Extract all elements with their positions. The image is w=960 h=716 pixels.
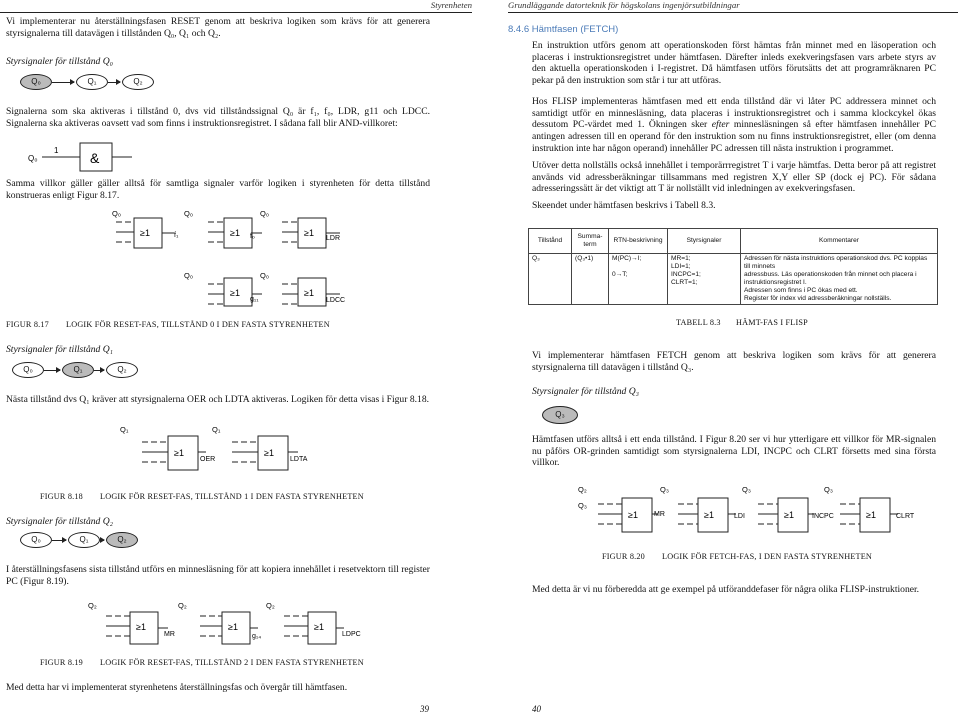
svg-text:Q₃: Q₃	[578, 501, 587, 510]
svg-text:Q₃: Q₃	[660, 485, 669, 494]
section-title-q2: Styrsignaler för tillstånd Q₂	[6, 516, 114, 527]
state-q0: Q₀	[20, 532, 52, 548]
state-arrow	[44, 370, 60, 371]
svg-text:≥1: ≥1	[230, 228, 240, 238]
fetch-paragraph-3: Utöver detta nollställs också innehållet i temporärrregistret T i varje hämtfas. Detta beror på att registret används vid adressberäkningar tillsammans med registren X,Y eller SP (dock ej PC). För sådana adresseringssätt är det viktigt att T är nollställt vid inledningen av exekveringsfasen.	[532, 160, 936, 195]
signal-ldpc: LDPC	[342, 631, 361, 638]
intro-paragraph: Vi implementerar nu återställningsfasen RESET genom att beskriva logiken som krävs för att generera styrsignalerna till datavägen i tillstånden Q₀, Q₁ och Q₂.	[6, 16, 430, 39]
signal-mr: MR	[654, 511, 665, 518]
q0-paragraph-2: Samma villkor gäller gäller alltså för samtliga signaler varför logiken i styrenheten för detta tillstånd konstrueras enligt Figur 8.17.	[6, 178, 430, 201]
svg-text:≥1: ≥1	[136, 622, 146, 632]
state-q1: Q₁	[68, 532, 100, 548]
state-arrow	[108, 82, 120, 83]
figure-8-20	[578, 482, 940, 544]
closing-paragraph-left: Med detta har vi implementerat styrenhetens återställningsfas och övergår till hämtfasen.	[6, 682, 348, 693]
gate-group-ldr	[260, 209, 340, 248]
page-number-right: 40	[532, 704, 541, 714]
section-title-q3: Styrsignaler för tillstånd Q₃	[532, 386, 640, 397]
q0-paragraph: Signalerna som ska aktiveras i tillstånd 0, dvs vid tillståndssignal Q₀ är f₁, f₀, LDR, g11 och LDCC. Signalerna ska aktiveras oavsett vad som finns i instruktionsregistret. I sådana fall blir AND-villkoret:	[6, 106, 430, 129]
gate-group-f0	[184, 209, 262, 248]
column-header: Tillstånd	[529, 229, 572, 254]
svg-text:Q₀: Q₀	[112, 209, 121, 218]
svg-text:≥1: ≥1	[140, 228, 150, 238]
figure-8-17	[112, 206, 372, 308]
right-page	[480, 0, 960, 716]
fetch-paragraph-4: Skeendet under hämtfasen beskrivs i Tabell 8.3.	[532, 200, 716, 211]
column-header: Kommentarer	[741, 229, 938, 254]
running-header-right: Grundläggande datorteknik för högskolans ingenjörsutbildningar	[508, 0, 958, 13]
gate-group-g11	[184, 271, 262, 306]
q2-paragraph: I återställningsfasens sista tillstånd utförs en minnesläsning för att kopiera innehållet i resetvektorn till register PC (Figur 8.19).	[6, 564, 430, 587]
svg-text:Q₀: Q₀	[184, 271, 193, 280]
svg-text:Q₂: Q₂	[266, 601, 275, 610]
state-q2: Q₂	[106, 362, 138, 378]
section-title-q1: Styrsignaler för tillstånd Q₁	[6, 344, 114, 355]
svg-text:Q₀: Q₀	[260, 209, 269, 218]
and-input-value: 1	[54, 146, 59, 155]
signal-ldcc: LDCC	[326, 297, 346, 304]
and-gate-figure	[20, 140, 140, 174]
figure-caption-8-20: FIGUR 8.20 LOGIK FÖR FETCH-FAS, I DEN FASTA STYRENHETEN	[602, 552, 873, 561]
signal-clrt: CLRT	[896, 513, 915, 520]
fetch-paragraph-2: Hos FLISP implementeras hämtfasen med ett enda tillstånd där vi låter PC addressera minnet och samtidigt utför en minnesläsning, data placeras i instruktionsregistret och i samma klockcykel ökas dessutom PC-värdet med 1. Ökningen sker efter minnesläsningen så efter hämtfasen innehåller PC antingen adressen till en operand för den instruktion som nu finns instruktionsregistret, eller (om denna instruktion inte har någon operand) innehåller PC adressen till nästa instruktion i programmet.	[532, 96, 936, 154]
state-q2: Q₂	[122, 74, 154, 90]
state-arrow	[94, 370, 104, 371]
and-input-label: Q₀	[28, 154, 38, 163]
svg-text:Q₀: Q₀	[184, 209, 193, 218]
svg-text:≥1: ≥1	[304, 288, 314, 298]
running-header-left: Styrenheten	[0, 0, 472, 13]
table-cell-rtn: M(PC)→I; 0→T;	[609, 254, 668, 305]
svg-text:Q₃: Q₃	[824, 485, 833, 494]
table-cell-state: Q₃	[529, 254, 572, 305]
and-symbol: &	[90, 150, 100, 166]
state-q0: Q₀	[20, 74, 52, 90]
signal-oer: OER	[200, 456, 216, 463]
signal-incpc: INCPC	[812, 513, 834, 520]
state-arrow	[100, 540, 104, 541]
svg-text:≥1: ≥1	[174, 448, 184, 458]
svg-text:≥1: ≥1	[628, 510, 638, 520]
state-q2: Q₂	[106, 532, 138, 548]
figure-caption-8-19: FIGUR 8.19 LOGIK FÖR RESET-FAS, TILLSTÅND 2 I DEN FASTA STYRENHETEN	[40, 658, 364, 667]
table-caption-8-3: TABELL 8.3 HÄMT-FAS I FLISP	[676, 318, 808, 327]
svg-text:≥1: ≥1	[304, 228, 314, 238]
svg-text:Q₃: Q₃	[742, 485, 751, 494]
state-arrow	[52, 540, 66, 541]
section-heading: 8.4.6 Hämtfasen (FETCH)	[508, 24, 619, 35]
svg-text:Q₂: Q₂	[88, 601, 97, 610]
signal-ldi: LDI	[734, 513, 745, 520]
signal-g14: g₁₄	[252, 633, 262, 640]
svg-text:≥1: ≥1	[704, 510, 714, 520]
table-cell-signals: MR=1; LDI=1; INCPC=1; CLRT=1;	[668, 254, 741, 305]
svg-text:Q₁: Q₁	[212, 425, 221, 434]
closing-paragraph-right: Med detta är vi nu förberedda att ge exempel på utföranddefaser för några olika FLISP-instruktioner.	[532, 584, 920, 595]
table-8-3	[528, 228, 938, 305]
svg-text:Q₂: Q₂	[578, 485, 587, 494]
signal-ldta: LDTA	[290, 456, 308, 463]
figure-8-19	[88, 598, 388, 652]
q3-paragraph: Hämtfasen utförs alltså i ett enda tillstånd. I Figur 8.20 ser vi hur ytterligare ett villkor för MR-signalen nu påförs OR-grinden samtidigt som styrsignalerna LDI, INCPC och CLRT försetts med sina första villkor.	[532, 434, 936, 469]
svg-text:Q₁: Q₁	[120, 425, 129, 434]
state-arrow	[52, 82, 74, 83]
signal-ldr: LDR	[326, 235, 341, 242]
svg-text:≥1: ≥1	[264, 448, 274, 458]
column-header: Summa-term	[572, 229, 609, 254]
column-header: RTN-beskrivning	[609, 229, 668, 254]
table-header-row	[529, 229, 938, 254]
state-q0: Q₀	[12, 362, 44, 378]
svg-text:≥1: ≥1	[866, 510, 876, 520]
fetch-paragraph-5: Vi implementerar hämtfasen FETCH genom att beskriva logiken som krävs för att generera styrsignalerna till datavägen i tillstånd Q₃.	[532, 350, 936, 373]
signal-f1: f₁	[174, 232, 179, 239]
table-cell-comments: Adressen för nästa instruktions operationskod dvs. PC kopplas till minnets adressbuss. Läs operationskoden från minnet och placera i instruktionsregistret I. Adressen som finns i PC ökas med ett. Register för index vid adressberäkningar nollställs.	[741, 254, 938, 305]
svg-text:≥1: ≥1	[314, 622, 324, 632]
svg-text:Q₂: Q₂	[178, 601, 187, 610]
svg-text:≥1: ≥1	[228, 622, 238, 632]
column-header: Styrsignaler	[668, 229, 741, 254]
figure-8-18	[118, 422, 338, 478]
svg-text:≥1: ≥1	[784, 510, 794, 520]
page-number-left: 39	[420, 704, 429, 714]
svg-text:≥1: ≥1	[230, 288, 240, 298]
figure-caption-8-18: FIGUR 8.18 LOGIK FÖR RESET-FAS, TILLSTÅND 1 I DEN FASTA STYRENHETEN	[40, 492, 364, 501]
state-q3: Q₃	[542, 406, 578, 424]
section-title-q0: Styrsignaler för tillstånd Q₀	[6, 56, 114, 67]
fetch-paragraph-1: En instruktion utförs genom att operationskoden först hämtas från minnet med en läsoperation och placeras i instruktionsregistret under hämtfasen. Därefter inleds exekveringsfasen vars arbete styrs av den aktuella operationskoden i I-registret. Då hämtfasen utförs förutsätts det att programräknaren PC pekar på den instruktion som står i tur att utföras.	[532, 40, 936, 87]
table-cell-sumterm: (Q₃•1)	[572, 254, 609, 305]
state-q1: Q₁	[76, 74, 108, 90]
table-row	[529, 254, 938, 305]
gate-group-ldcc	[260, 271, 345, 306]
q1-paragraph: Nästa tillstånd dvs Q₁ kräver att styrsignalerna OER och LDTA aktiveras. Logiken för detta visas i Figur 8.18.	[6, 394, 430, 405]
signal-g11: g₁₁	[250, 296, 259, 303]
signal-f0: f₀	[250, 233, 255, 240]
figure-caption-8-17: FIGUR 8.17 LOGIK FÖR RESET-FAS, TILLSTÅND 0 I DEN FASTA STYRENHETEN	[6, 320, 330, 329]
svg-text:Q₀: Q₀	[260, 271, 269, 280]
state-q1: Q₁	[62, 362, 94, 378]
gate-group-f1	[112, 209, 179, 248]
signal-mr: MR	[164, 631, 175, 638]
